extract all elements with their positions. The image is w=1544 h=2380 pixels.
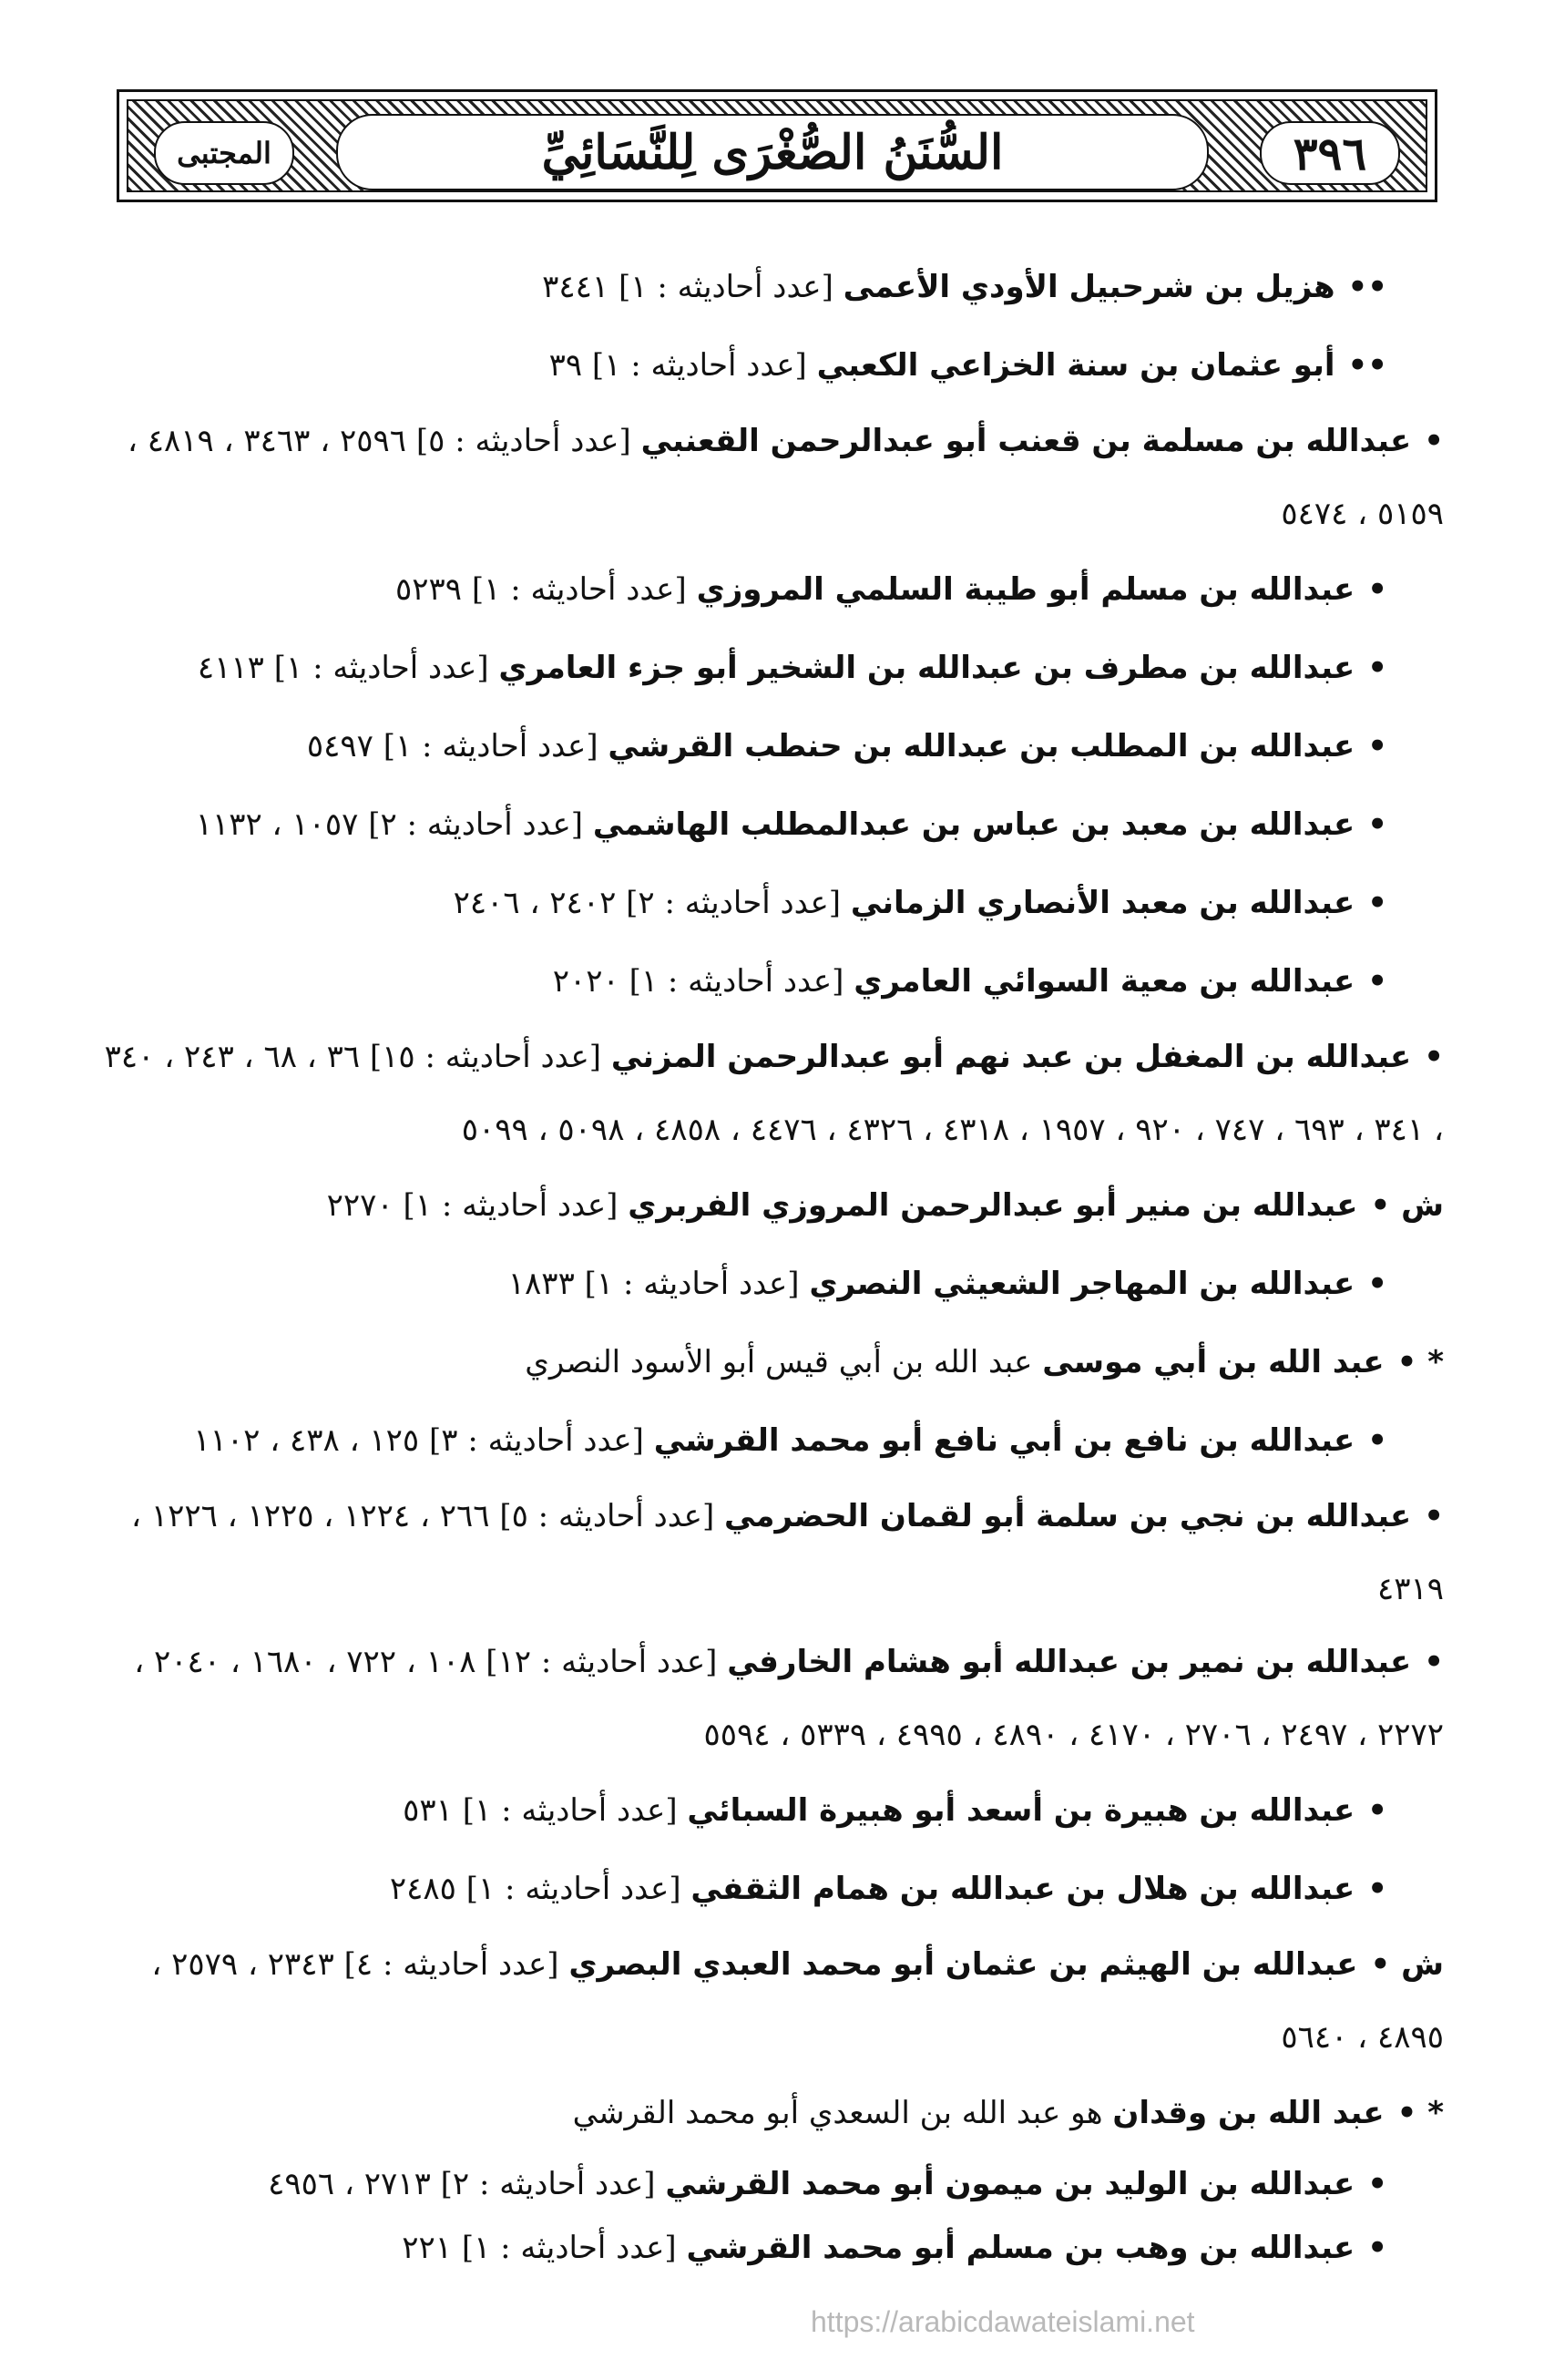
title-cartouche: [336, 114, 1209, 190]
hadith-count: [عدد أحاديثه : ١]: [584, 1266, 800, 1302]
hadith-numbers: ١٠٨ ، ٧٢٢ ، ١٦٨٠ ، ٢٠٤٠ ، ٢٢٧٢ ، ٢٤٩٧ ، ٢٧٠٦ ، ٤١٧٠ ، ٤٨٩٠ ، ٤٩٩٥ ، ٥٣٣٩ ، ٥٥٩٤: [134, 1644, 1444, 1753]
hadith-count: [عدد أحاديثه : ١]: [618, 269, 833, 305]
entry-marker: ش •: [1370, 1187, 1444, 1224]
narrator-list: [100, 248, 1444, 2280]
list-item: [100, 550, 1444, 629]
hadith-numbers: ٢٧١٣ ، ٤٩٥٦: [268, 2166, 431, 2202]
page-number: ٣٩٦: [1293, 126, 1367, 180]
entry-marker: •: [1424, 1039, 1444, 1075]
list-item: [100, 1850, 1444, 1928]
hadith-numbers: ٣٤٤١: [542, 269, 609, 305]
narrator-name: عبد الله بن أبي موسى: [1042, 1344, 1385, 1380]
narrator-name: عبدالله بن هبيرة بن أسعد أبو هبيرة السبائي: [687, 1792, 1355, 1829]
hadith-count: [عدد أحاديثه : ١٥]: [369, 1039, 602, 1075]
list-item: [100, 1245, 1444, 1323]
entry-marker: •: [1367, 2166, 1387, 2202]
narrator-name: هزيل بن شرحبيل الأودي الأعمى: [843, 269, 1335, 305]
narrator-name: عبدالله بن المهاجر الشعيثي النصري: [809, 1266, 1355, 1302]
list-item: [100, 1626, 1444, 1771]
header-ornament-border: [127, 99, 1427, 192]
hadith-count: [عدد أحاديثه : ١]: [403, 1187, 619, 1224]
page-title: السُّنَنُ الصُّغْرَى لِلنَّسَائِيِّ: [541, 124, 1004, 180]
narrator-name: عبدالله بن نجي بن سلمة أبو لقمان الحضرمي: [724, 1498, 1412, 1534]
hadith-count: [عدد أحاديثه : ١٢]: [486, 1644, 718, 1680]
list-item: [100, 248, 1444, 326]
list-item: [100, 1323, 1444, 1401]
narrator-name: عبدالله بن الوليد بن ميمون أبو محمد القرشي: [665, 2166, 1355, 2202]
hadith-numbers: ٢٤٨٥: [389, 1871, 456, 1907]
hadith-numbers: ١٨٣٣: [507, 1266, 575, 1302]
entry-marker: •: [1424, 1644, 1444, 1680]
entry-marker: •: [1367, 2230, 1387, 2266]
entry-marker: ••: [1347, 269, 1387, 305]
narrator-name: عبدالله بن معبد الأنصاري الزماني: [850, 885, 1355, 921]
cross-reference: هو عبد الله بن السعدي أبو محمد القرشي: [572, 2095, 1103, 2131]
entry-marker: •: [1367, 1792, 1387, 1829]
book-name: المجتبى: [177, 136, 271, 170]
hadith-numbers: ٢٠٢٠: [552, 963, 619, 1000]
list-item: [100, 2152, 1444, 2216]
entry-marker: •: [1367, 571, 1387, 608]
hadith-count: [عدد أحاديثه : ٢]: [440, 2166, 656, 2202]
hadith-numbers: ٥٣١: [403, 1792, 453, 1829]
hadith-count: [عدد أحاديثه : ٢]: [368, 806, 584, 843]
list-item: [100, 1021, 1444, 1166]
entry-marker: ••: [1347, 347, 1387, 384]
narrator-name: عبدالله بن المطلب بن عبدالله بن حنطب القرشي: [608, 728, 1355, 764]
narrator-name: عبدالله بن نمير بن عبدالله أبو هشام الخارفي: [727, 1644, 1412, 1680]
hadith-numbers: ١٢٥ ، ٤٣٨ ، ١١٠٢: [193, 1422, 420, 1459]
hadith-numbers: ٢٢٧٠: [326, 1187, 394, 1224]
hadith-numbers: ٣٦ ، ٦٨ ، ٢٤٣ ، ٣٤٠ ، ٣٤١ ، ٦٩٣ ، ٧٤٧ ، ٩٢٠ ، ١٩٥٧ ، ٤٣١٨ ، ٤٣٢٦ ، ٤٤٧٦ ، ٤٨٥٨ ، ٥٠٩٨ ، ٥٠٩٩: [104, 1039, 1444, 1148]
hadith-count: [عدد أحاديثه : ١]: [591, 347, 807, 384]
narrator-name: أبو عثمان بن سنة الخزاعي الكعبي: [816, 347, 1335, 384]
entry-marker: •: [1424, 1498, 1444, 1534]
entry-marker: * •: [1396, 1344, 1444, 1380]
list-item: [100, 1480, 1444, 1626]
hadith-numbers: ٢٢١: [402, 2230, 453, 2266]
list-item: [100, 1771, 1444, 1850]
entry-marker: •: [1367, 728, 1387, 764]
hadith-count: [عدد أحاديثه : ١]: [383, 728, 598, 764]
narrator-name: عبدالله بن معية السوائي العامري: [854, 963, 1355, 1000]
hadith-count: [عدد أحاديثه : ١]: [273, 650, 489, 686]
list-item: [100, 1166, 1444, 1245]
hadith-count: [عدد أحاديثه : ٢]: [626, 885, 842, 921]
hadith-count: [عدد أحاديثه : ٥]: [415, 423, 631, 459]
hadith-numbers: ٢٥٩٦ ، ٣٤٦٣ ، ٤٨١٩ ، ٥١٥٩ ، ٥٤٧٤: [127, 423, 1444, 532]
entry-marker: •: [1367, 650, 1387, 686]
entry-marker: •: [1367, 963, 1387, 1000]
list-item: [100, 629, 1444, 707]
narrator-name: عبد الله بن وقدان: [1112, 2095, 1385, 2131]
hadith-count: [عدد أحاديثه : ١]: [462, 1792, 678, 1829]
list-item: [100, 1928, 1444, 2074]
hadith-numbers: ٢٣٤٣ ، ٢٥٧٩ ، ٤٨٩٥ ، ٥٦٤٠: [151, 1946, 1444, 2056]
page-header: [117, 89, 1437, 202]
entry-marker: •: [1367, 1266, 1387, 1302]
list-item: [100, 405, 1444, 550]
watermark-url: https://arabicdawateislami.net: [811, 2305, 1195, 2338]
narrator-name: عبدالله بن وهب بن مسلم أبو محمد القرشي: [686, 2230, 1355, 2266]
list-item: [100, 1401, 1444, 1480]
cross-reference: عبد الله بن أبي قيس أبو الأسود النصري: [525, 1344, 1033, 1380]
list-item: [100, 785, 1444, 864]
entry-marker: •: [1367, 1871, 1387, 1907]
list-item: [100, 2216, 1444, 2280]
narrator-name: عبدالله بن هلال بن عبدالله بن همام الثقفي: [690, 1871, 1355, 1907]
entry-marker: * •: [1396, 2095, 1444, 2131]
entry-marker: •: [1367, 1422, 1387, 1459]
list-item: [100, 2074, 1444, 2152]
hadith-count: [عدد أحاديثه : ١]: [629, 963, 844, 1000]
list-item: [100, 707, 1444, 785]
hadith-numbers: ٣٩: [548, 347, 583, 384]
narrator-name: عبدالله بن نافع بن أبي نافع أبو محمد القرشي: [653, 1422, 1355, 1459]
hadith-count: [عدد أحاديثه : ٥]: [499, 1498, 715, 1534]
narrator-name: عبدالله بن مسلم أبو طيبة السلمي المروزي: [696, 571, 1355, 608]
book-name-cartouche: [154, 121, 294, 185]
page-number-cartouche: [1260, 121, 1400, 185]
entry-marker: •: [1367, 806, 1387, 843]
narrator-name: عبدالله بن الهيثم بن عثمان أبو محمد العبدي البصري: [568, 1946, 1358, 1983]
hadith-numbers: ٢٦٦ ، ١٢٢٤ ، ١٢٢٥ ، ١٢٢٦ ، ٤٣١٩: [131, 1498, 1444, 1607]
narrator-name: عبدالله بن منير أبو عبدالرحمن المروزي الفربري: [628, 1187, 1358, 1224]
narrator-name: عبدالله بن المغفل بن عبد نهم أبو عبدالرحمن المزني: [610, 1039, 1412, 1075]
hadith-numbers: ٤١١٣: [197, 650, 264, 686]
list-item: [100, 864, 1444, 942]
narrator-name: عبدالله بن مسلمة بن قعنب أبو عبدالرحمن القعنبي: [640, 423, 1412, 459]
hadith-numbers: ٥٢٣٩: [395, 571, 463, 608]
list-item: [100, 326, 1444, 405]
hadith-count: [عدد أحاديثه : ٣]: [429, 1422, 644, 1459]
narrator-name: عبدالله بن مطرف بن عبدالله بن الشخير أبو جزء العامري: [498, 650, 1355, 686]
hadith-numbers: ٥٤٩٧: [306, 728, 373, 764]
entry-marker: •: [1424, 423, 1444, 459]
hadith-count: [عدد أحاديثه : ٤]: [343, 1946, 559, 1983]
hadith-numbers: ٢٤٠٢ ، ٢٤٠٦: [453, 885, 617, 921]
hadith-count: [عدد أحاديثه : ١]: [471, 571, 687, 608]
narrator-name: عبدالله بن معبد بن عباس بن عبدالمطلب الهاشمي: [592, 806, 1355, 843]
hadith-count: [عدد أحاديثه : ١]: [461, 2230, 677, 2266]
entry-marker: •: [1367, 885, 1387, 921]
list-item: [100, 942, 1444, 1021]
hadith-numbers: ١٠٥٧ ، ١١٣٢: [195, 806, 359, 843]
hadith-count: [عدد أحاديثه : ١]: [465, 1871, 681, 1907]
entry-marker: ش •: [1370, 1946, 1444, 1983]
